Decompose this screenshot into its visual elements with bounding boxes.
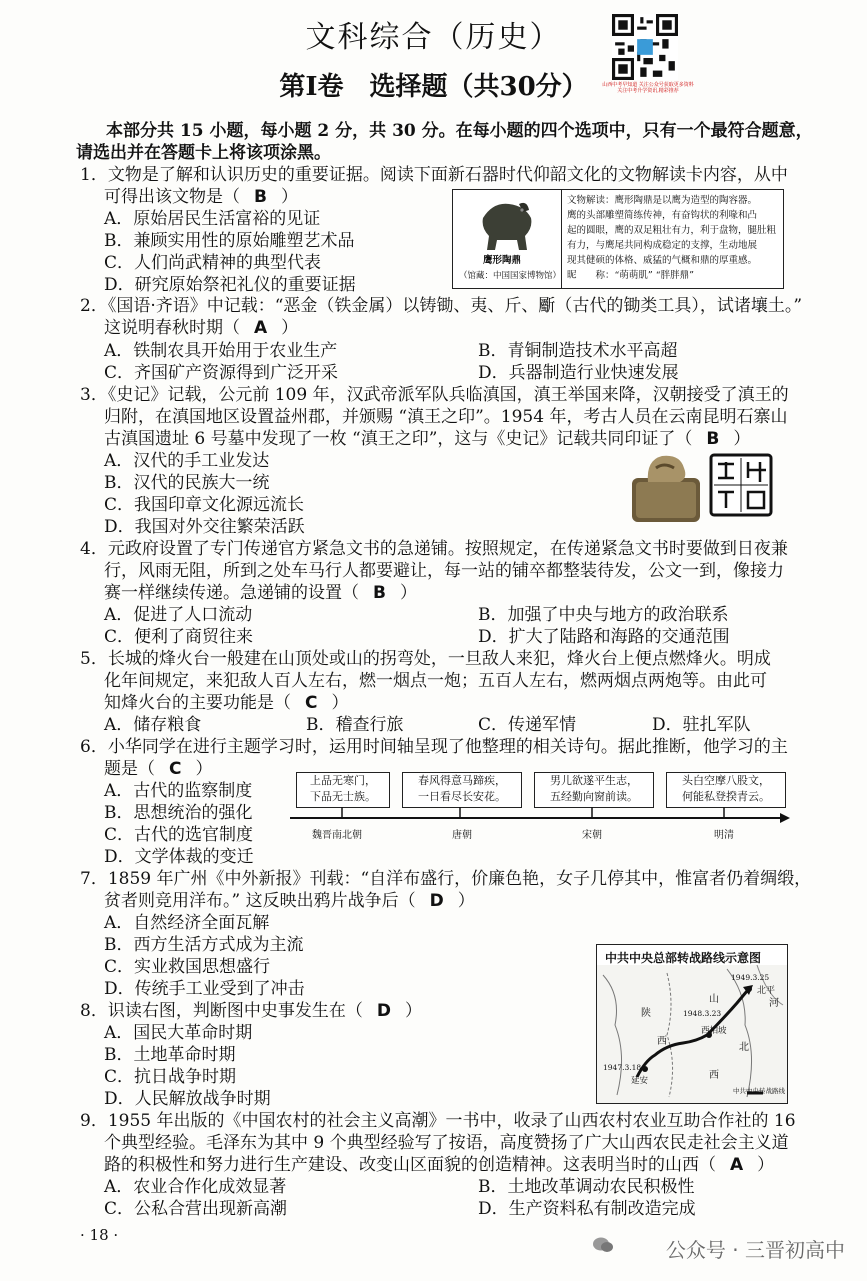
answer: C xyxy=(305,693,318,713)
card-caption: （馆藏：中国国家博物馆） xyxy=(459,271,562,281)
card-text-line: 起的圆眼，鹰的双足粗壮有力，利于盘物，腿肚粗 xyxy=(567,225,777,236)
map-label: 陕 xyxy=(641,1008,651,1019)
answer: B xyxy=(254,187,267,207)
option-b: B．汉代的民族大一统 xyxy=(104,473,270,493)
question-text: 赛一样继续传递。急递铺的设置（ B ） xyxy=(104,583,417,603)
map-label: 1948.3.23 xyxy=(683,1009,722,1018)
option-d: D．人民解放战争时期 xyxy=(104,1089,271,1109)
question-text: 2．《国语·齐语》中记载：“恶金（铁金属）以铸锄、夷、斤、斸（古代的锄类工具），试诸壤土。” xyxy=(80,296,803,316)
gold-seal-image xyxy=(628,448,704,526)
card-text-line: 昵 称：“萌萌肌” “胖胖鼎” xyxy=(567,270,694,281)
instructions-line: 本部分共 15 小题，每小题 2 分，共 30 分。在每小题的四个选项中，只有一个最符合题意， xyxy=(106,121,813,141)
answer: C xyxy=(169,759,182,779)
option-d: D．扩大了陆路和海路的交通范围 xyxy=(478,627,730,647)
map-label: 西 xyxy=(709,1070,719,1081)
era-label: 唐朝 xyxy=(452,830,472,841)
timeline-box: 上品无寒门， 下品无士族。 xyxy=(296,772,390,808)
option-a: A．储存粮食 xyxy=(104,715,202,735)
artifact-card xyxy=(452,189,784,289)
option-a: A．国民大革命时期 xyxy=(104,1023,253,1043)
watermark-text: 公众号 · 三晋初高中 xyxy=(665,1238,845,1262)
question-text: 8．识读右图，判断图中史事发生在（ D ） xyxy=(80,1001,422,1021)
card-divider xyxy=(561,190,562,288)
option-c: C．人们尚武精神的典型代表 xyxy=(104,253,322,273)
option-b: B．青铜制造技术水平高超 xyxy=(478,341,678,361)
question-text: 个典型经验。毛泽东为其中 9 个典型经验写了按语，高度赞扬了广大山西农民走社会主义道 xyxy=(104,1133,789,1153)
wechat-icon xyxy=(592,1236,614,1254)
option-b: B．兼顾实用性的原始雕塑艺术品 xyxy=(104,231,355,251)
option-a: A．自然经济全面瓦解 xyxy=(104,913,270,933)
eagle-tripod-image xyxy=(475,196,537,254)
option-a: A．汉代的手工业发达 xyxy=(104,451,270,471)
option-a: A．促进了人口流动 xyxy=(104,605,253,625)
era-label: 宋朝 xyxy=(582,830,602,841)
option-a: A．原始居民生活富裕的见证 xyxy=(104,209,321,229)
question-text: 归附，在滇国地区设置益州郡，并颁赐 “滇王之印”。1954 年，考古人员在云南昆明石寨山 xyxy=(104,407,788,427)
question-text: 贫者则竞用洋布。” 这反映出鸦片战争后（ D ） xyxy=(104,891,475,911)
page-title: 文科综合（历史） xyxy=(305,20,562,55)
question-text: 古滇国遗址 6 号墓中发现了一枚 “滇王之印”，这与《史记》记载共同印证了（ B ） xyxy=(104,429,751,449)
option-d: D．传统手工业受到了冲击 xyxy=(104,979,305,999)
map-title: 中共中央总部转战路线示意图 xyxy=(605,951,762,965)
question-text: 路的积极性和努力进行生产建设、改变山区面貌的创造精神。这表明当时的山西（ A ） xyxy=(104,1155,775,1175)
question-text: 行，风雨无阻，所到之处车马行人都要避让，每一站的铺卒都整装待发，公文一到，像接力 xyxy=(104,561,784,581)
timeline-box: 男儿欲遂平生志， 五经勤向窗前读。 xyxy=(534,772,654,808)
map-label: 西柏坡 xyxy=(701,1026,727,1036)
answer: D xyxy=(429,891,444,911)
page-number: · 18 · xyxy=(80,1226,119,1244)
card-caption: 鹰形陶鼎 xyxy=(483,255,522,266)
option-c: C．齐国矿产资源得到广泛开采 xyxy=(104,363,339,383)
answer: B xyxy=(706,429,720,449)
map-label: 延安 xyxy=(631,1076,649,1086)
timeline-box: 春风得意马蹄疾， 一日看尽长安花。 xyxy=(402,772,522,808)
answer: A xyxy=(730,1155,744,1175)
map-legend: 中共中央转战路线 xyxy=(733,1087,785,1095)
option-c: C．便利了商贸往来 xyxy=(104,627,254,647)
option-a: A．铁制农具开始用于农业生产 xyxy=(104,341,338,361)
map-label: 河 xyxy=(769,998,779,1009)
option-d: D．文学体裁的变迁 xyxy=(104,847,254,867)
question-text: 3．《史记》记载，公元前 109 年，汉武帝派军队兵临滇国，滇王举国来降，汉朝接受了滇王的 xyxy=(80,385,789,405)
option-d: D．我国对外交往繁荣活跃 xyxy=(104,517,305,537)
option-c: C．抗日战争时期 xyxy=(104,1067,237,1087)
map-label: 山 xyxy=(709,994,719,1005)
option-b: B．土地改革调动农民积极性 xyxy=(478,1177,695,1197)
question-text: 1．文物是了解和认识历史的重要证据。阅读下面新石器时代仰韶文化的文物解读卡内容，从中 xyxy=(80,165,788,185)
option-c: C．传递军情 xyxy=(478,715,577,735)
option-a: A．农业合作化成效显著 xyxy=(104,1177,287,1197)
card-text-line: 有力，与鹰尾共同构成稳定的支撑，生动地展 xyxy=(567,240,758,251)
era-label: 明清 xyxy=(714,830,734,841)
card-text-line: 文物解读：鹰形陶鼎是以鹰为造型的陶容器。 xyxy=(567,195,758,206)
card-text-line: 鹰的头部雕塑简练传神，有奋钩状的利喙和凸 xyxy=(567,210,758,221)
question-text: 4．元政府设置了专门传递官方紧急文书的急递铺。按照规定，在传递紧急文书时要做到日夜兼 xyxy=(80,539,788,559)
seal-imprint-image xyxy=(708,452,774,518)
option-b: B．西方生活方式成为主流 xyxy=(104,935,304,955)
option-c: C．古代的选官制度 xyxy=(104,825,254,845)
option-c: C．公私合营出现新高潮 xyxy=(104,1199,288,1219)
option-b: B．土地革命时期 xyxy=(104,1045,236,1065)
map-label: 北 xyxy=(739,1042,749,1053)
map-label: 1949.3.25 xyxy=(731,973,770,982)
question-text: 可得出该文物是（ B ） xyxy=(104,187,298,207)
map-label: 北平 xyxy=(757,986,776,996)
timeline-box: 头白空摩八股文， 何能私登揆青云。 xyxy=(666,772,786,808)
question-text: 7．1859 年广州《中外新报》刊载：“自洋布盛行，价廉色艳，女子几停其中，惟富者仍着绸缎， xyxy=(80,869,812,889)
question-text: 这说明春秋时期（ A ） xyxy=(104,318,299,338)
option-d: D．兵器制造行业快速发展 xyxy=(478,363,679,383)
qr-code-icon xyxy=(612,14,678,80)
option-d: D．研究原始祭祀礼仪的重要证据 xyxy=(104,275,356,295)
question-text: 9．1955 年出版的《中国农村的社会主义高潮》一书中，收录了山西农村农业互助合作社的 16 xyxy=(80,1111,796,1131)
timeline-axis xyxy=(290,804,790,824)
map-label: 1947.3.18 xyxy=(603,1063,642,1072)
route-map xyxy=(596,944,788,1104)
option-c: C．实业救国思想盛行 xyxy=(104,957,271,977)
question-text: 6．小华同学在进行主题学习时，运用时间轴呈现了他整理的相关诗句。据此推断，他学习的主 xyxy=(80,737,788,757)
card-text-line: 现其健硕的体格、威猛的气概和鼎的厚重感。 xyxy=(567,255,758,266)
option-b: B．思想统治的强化 xyxy=(104,803,253,823)
map-label: 西 xyxy=(657,1036,667,1047)
option-a: A．古代的监察制度 xyxy=(104,781,253,801)
option-b: B．稽查行旅 xyxy=(306,715,404,735)
answer: A xyxy=(254,318,268,338)
question-text: 化年间规定，来犯敌人百人左右，燃一烟点一炮；五百人左右，燃两烟点两炮等。由此可 xyxy=(104,671,767,691)
answer: D xyxy=(376,1001,391,1021)
option-d: D．生产资料私有制改造完成 xyxy=(478,1199,696,1219)
answer: B xyxy=(373,583,386,603)
option-b: B．加强了中央与地方的政治联系 xyxy=(478,605,729,625)
option-d: D．驻扎军队 xyxy=(652,715,751,735)
era-label: 魏晋南北朝 xyxy=(312,830,362,841)
option-c: C．我国印章文化源远流长 xyxy=(104,495,305,515)
section-title: 第Ⅰ卷 选择题（共30分） xyxy=(279,72,588,102)
instructions-line: 请选出并在答题卡上将该项涂黑。 xyxy=(76,143,331,163)
question-text: 题是（ C ） xyxy=(104,759,213,779)
question-text: 5．长城的烽火台一般建在山顶处或山的拐弯处，一旦敌人来犯，烽火台上便点燃烽火。明成 xyxy=(80,649,771,669)
question-text: 知烽火台的主要功能是（ C ） xyxy=(104,693,349,713)
qr-caption: 山西中考早知道 关注公众号获取更多资料 关注中考升学资讯,精彩推荐 xyxy=(602,82,694,94)
